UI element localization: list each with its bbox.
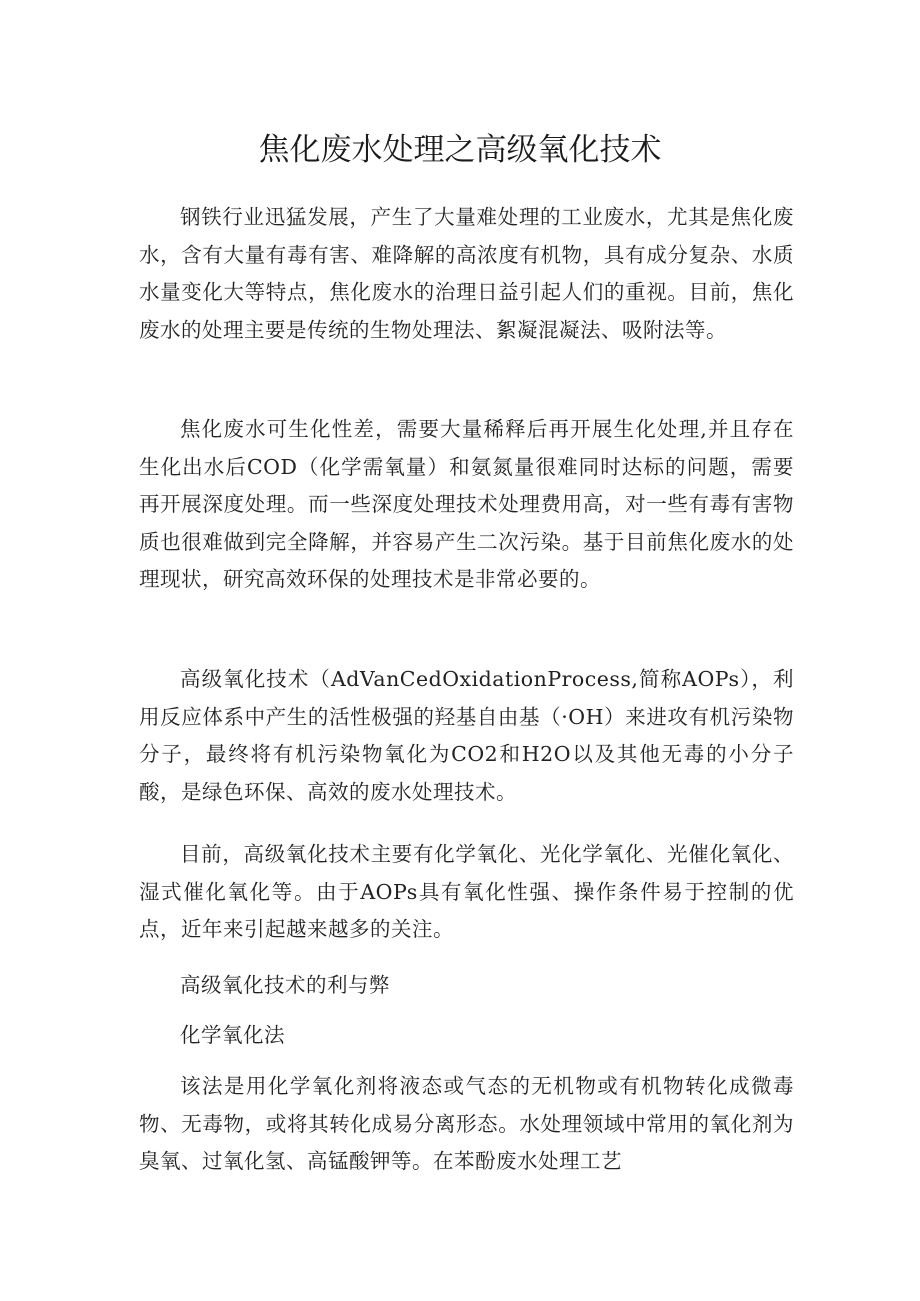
paragraph-aops-definition: 高级氧化技术（AdVanCedOxidationProcess,简称AOPs），利用反应体系中产生的活性极强的羟基自由基（·OH）来进攻有机污染物分子，最终将有机污染物氧化为CO2和H2O以及其他无毒的小分子酸，是绿色环保、高效的废水处理技术。 [139, 667, 794, 804]
section-heading-chemical-oxidation: 化学氧化法 [180, 1023, 285, 1047]
paragraph-problem: 焦化废水可生化性差，需要大量稀释后再开展生化处理,并且存在生化出水后COD（化学需氧量）和氨氮量很难同时达标的问题，需要再开展深度处理。而一些深度处理技术处理费用高，对一些有毒有害物质也很难做到完全降解，并容易产生二次污染。基于目前焦化废水的处理现状，研究高效环保的处理技术是非常必要的。 [139, 417, 794, 591]
paragraph-intro: 钢铁行业迅猛发展，产生了大量难处理的工业废水，尤其是焦化废水，含有大量有毒有害、难降解的高浓度有机物，具有成分复杂、水质水量变化大等特点，焦化废水的治理日益引起人们的重视。目前，焦化废水的处理主要是传统的生物处理法、絮凝混凝法、吸附法等。 [139, 205, 794, 342]
document-title: 焦化废水处理之高级氧化技术 [258, 132, 662, 168]
paragraph-aops-types: 目前，高级氧化技术主要有化学氧化、光化学氧化、光催化氧化、湿式催化氧化等。由于AOPs具有氧化性强、操作条件易于控制的优点，近年来引起越来越多的关注。 [139, 842, 794, 941]
section-heading-pros-cons: 高级氧化技术的利与弊 [180, 973, 390, 997]
paragraph-chemical-oxidation: 该法是用化学氧化剂将液态或气态的无机物或有机物转化成微毒物、无毒物，或将其转化成易分离形态。水处理领域中常用的氧化剂为臭氧、过氧化氢、高锰酸钾等。在苯酚废水处理工艺 [139, 1074, 794, 1173]
